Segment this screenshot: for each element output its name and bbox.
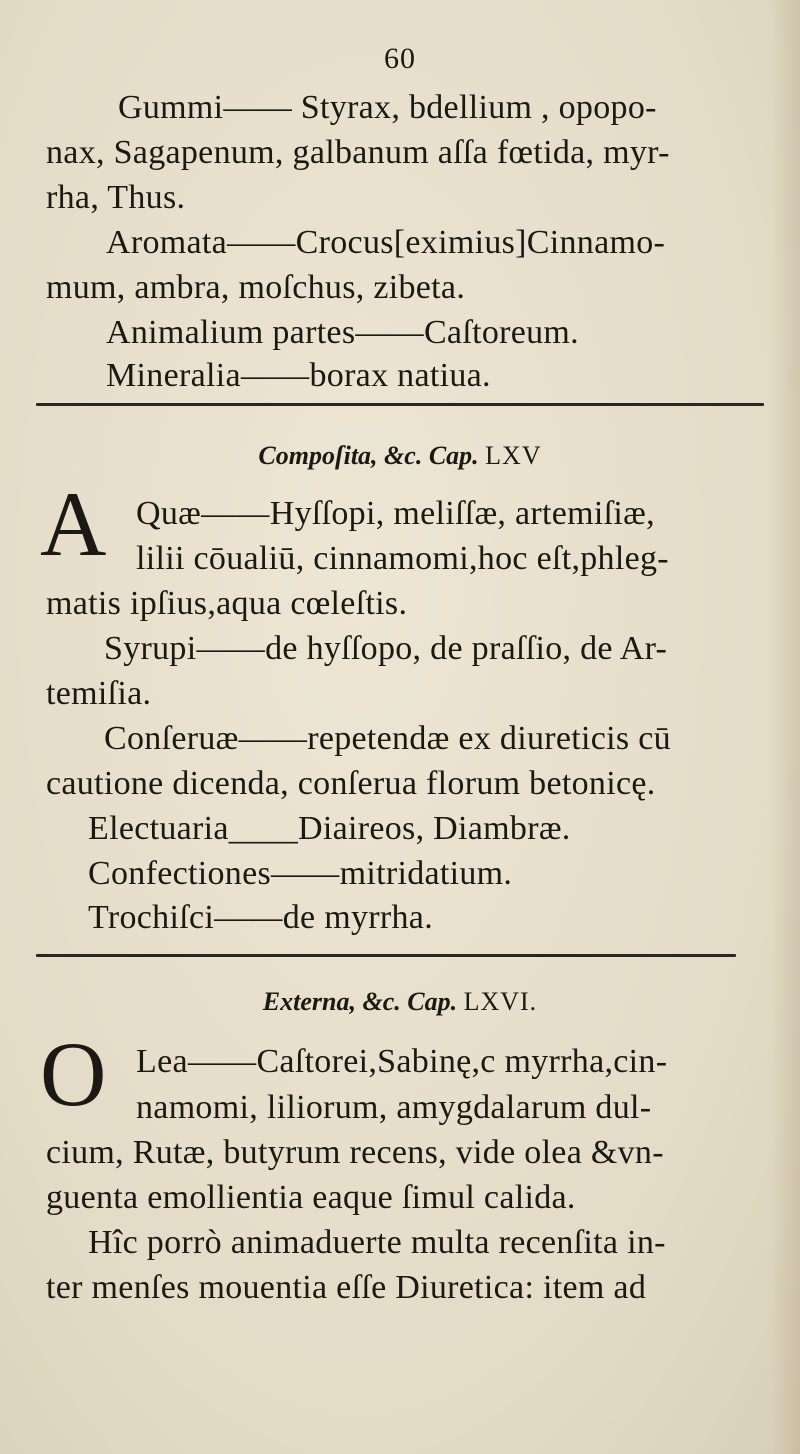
chapter-heading-title: Compoſita, &c. Cap.	[258, 441, 479, 470]
text-line: guenta emollientia eaque ſimul calida.	[46, 1179, 576, 1216]
text-line: Animalium partes——Caſtoreum.	[106, 314, 579, 351]
text-line: rha, Thus.	[46, 179, 186, 216]
page-number: 60	[384, 42, 416, 75]
page-edge-shadow	[770, 0, 800, 1454]
text-line: matis ipſius,aqua cœleſtis.	[46, 585, 408, 622]
chapter-heading	[0, 440, 800, 472]
chapter-heading-number: LXV	[485, 441, 542, 470]
text-line: namomi, liliorum, amygdalarum dul-	[136, 1089, 652, 1126]
text-line: cium, Rutæ, butyrum recens, vide olea &vn-	[46, 1134, 664, 1171]
text-line: Gummi—— Styrax, bdellium , opopo-	[118, 89, 657, 126]
text-line: lilii cōualiū, cinnamomi,hoc eſt,phleg-	[136, 540, 669, 577]
section-divider	[36, 403, 764, 406]
text-line: Trochiſci——de myrrha.	[88, 899, 433, 936]
text-line: Quæ——Hyſſopi, meliſſæ, artemiſiæ,	[136, 495, 655, 532]
text-line: Mineralia——borax natiua.	[106, 357, 491, 394]
chapter-heading-number: LXVI.	[463, 987, 538, 1016]
drop-cap: O	[40, 1023, 107, 1125]
text-line: Syrupi——de hyſſopo, de praſſio, de Ar-	[104, 630, 668, 667]
text-line: cautione dicenda, conſerua florum betonicę.	[46, 765, 656, 802]
text-line: Conſeruæ——repetendæ ex diureticis cū	[104, 720, 671, 757]
chapter-heading	[0, 986, 800, 1018]
text-line: Hîc porrò animaduerte multa recenſita in-	[88, 1224, 666, 1261]
text-line: nax, Sagapenum, galbanum aſſa fœtida, myr-	[46, 134, 670, 171]
text-line: ter menſes mouentia eſſe Diuretica: item ad	[46, 1269, 647, 1306]
text-line: mum, ambra, moſchus, zibeta.	[46, 269, 466, 306]
text-line: Confectiones——mitridatium.	[88, 855, 513, 892]
text-line: temiſia.	[46, 675, 152, 712]
section-divider	[36, 954, 736, 957]
text-line: Electuaria____Diaireos, Diambræ.	[88, 810, 571, 847]
chapter-heading-title: Externa, &c. Cap.	[262, 987, 458, 1016]
drop-cap: A	[40, 473, 107, 575]
text-line: Lea——Caſtorei,Sabinę,c myrrha,cin-	[136, 1043, 668, 1080]
text-line: Aromata——Crocus[eximius]Cinnamo-	[106, 224, 666, 261]
